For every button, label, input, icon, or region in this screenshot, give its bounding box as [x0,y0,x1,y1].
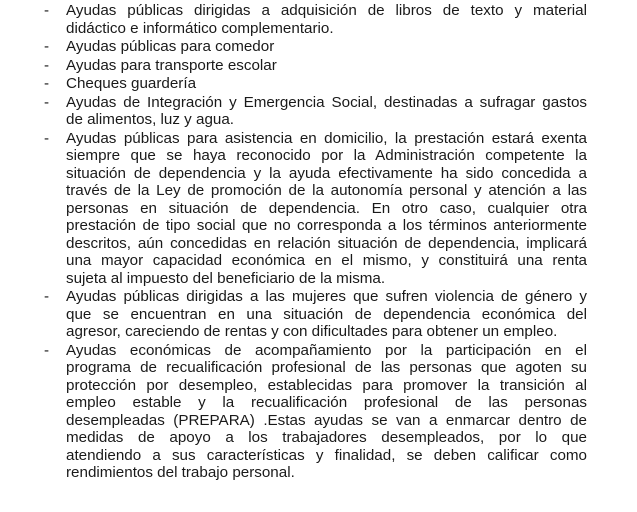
aid-list [0,2,587,483]
text-line: Ayudas públicas dirigidas a adquisición de libros de texto y material [66,2,587,19]
list-item [0,75,587,93]
dash-bullet: - [44,288,50,305]
text-line: prestación de tipo social que no corresponda a los términos anteriormente [66,217,587,234]
text-line: de alimentos, luz y agua. [66,111,235,128]
list-item [0,57,587,75]
list-item-text [66,288,587,341]
list-item [0,38,587,56]
list-item-text [66,130,587,288]
text-line: Ayudas públicas para asistencia en domicilio, la prestación estará exenta [66,129,587,147]
list-item-text [66,94,587,129]
text-line: rendimientos del trabajo personal. [66,464,295,481]
text-line: desempleadas (PREPARA) .Estas ayudas se van a enmarcar dentro de [66,411,587,429]
dash-bullet: - [44,129,50,147]
list-item [0,130,587,288]
list-item [0,2,587,37]
text-line: atendiendo a sus características y finalidad, se deben calificar como [66,446,587,464]
text-line: Cheques guardería [66,75,197,92]
list-item-text [66,57,587,75]
text-line: personas en situación de dependencia. En otro caso, cualquier otra [66,199,587,217]
dash-bullet: - [44,38,50,55]
text-line: través de la Ley de promoción de la autonomía personal y atención a las [66,182,587,199]
text-line: Ayudas públicas para comedor [66,38,275,55]
text-line: agresor, careciendo de rentas y con dificultades para obtener un empleo. [66,323,558,340]
list-item-text [66,342,587,482]
list-item [0,94,587,129]
text-line: protección por desempleo, establecidas para promover la transición al [66,376,587,394]
dash-bullet: - [44,2,50,19]
dash-bullet: - [44,341,50,359]
text-line: siempre que se haya reconocido por la Administración competente la [66,147,587,164]
dash-bullet: - [44,75,50,92]
text-line: didáctico e informático complementario. [66,19,334,37]
dash-bullet: - [44,93,50,111]
text-line: Ayudas de Integración y Emergencia Social, destinadas a sufragar gastos [66,93,587,111]
text-line: sujeta al impuesto del beneficiario de la misma. [66,269,386,287]
list-item-text [66,38,587,56]
text-line: descritos, aún concedidas en relación situación de dependencia, implicará [66,234,587,252]
list-item-text [66,2,587,37]
text-line: medidas de apoyo a los trabajadores desempleados, por lo que [66,429,587,446]
list-item-text [66,75,587,93]
list-item [0,288,587,341]
text-line: Ayudas para transporte escolar [66,56,277,74]
list-item [0,342,587,482]
text-line: una mayor capacidad económica en el mismo, y constituirá una renta [66,252,587,269]
text-line: situación de dependencia y la ayuda efectivamente ha sido concedida a [66,164,587,182]
text-line: Ayudas públicas dirigidas a las mujeres que sufren violencia de género y [66,288,587,305]
text-line: que se encuentran en una situación de dependencia económica del [66,305,587,323]
text-line: programa de recualificación profesional de las personas que agoten su [66,359,587,376]
text-line: empleo estable y la recualificación profesional de las personas [66,394,587,411]
text-line: Ayudas económicas de acompañamiento por la participación en el [66,341,587,359]
dash-bullet: - [44,56,50,74]
